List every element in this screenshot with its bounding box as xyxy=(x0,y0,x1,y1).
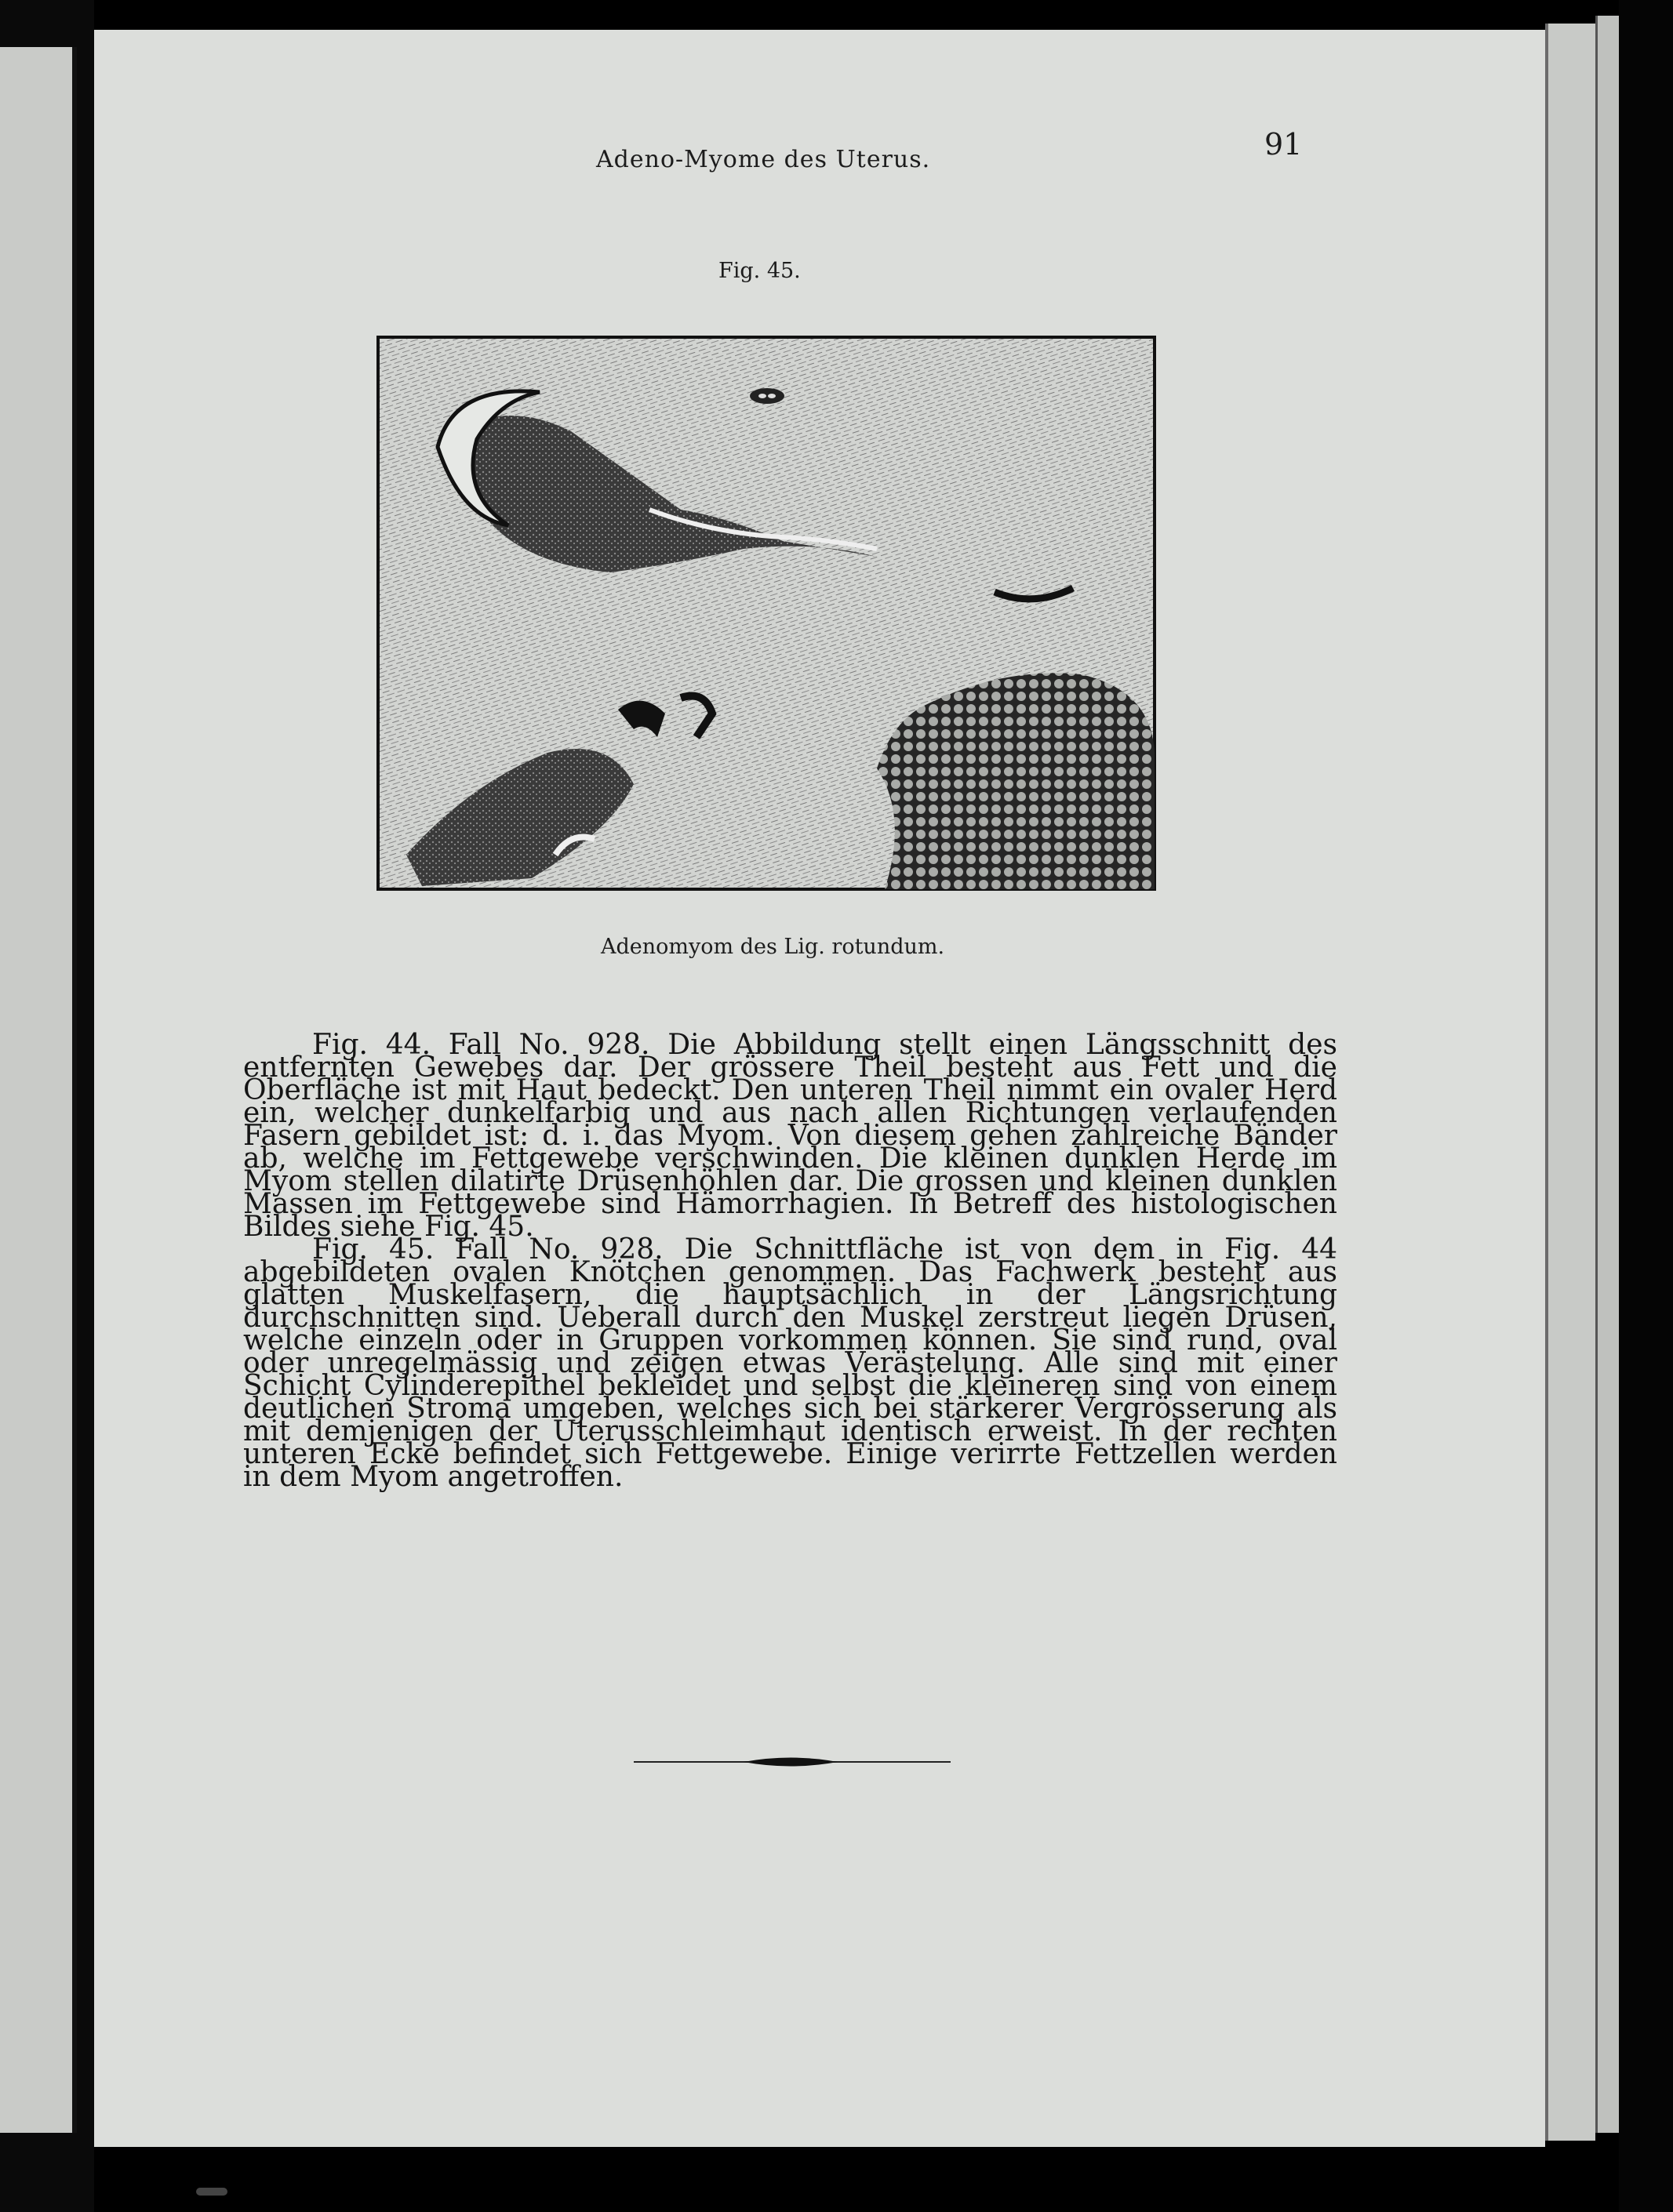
histology-illustration xyxy=(375,314,1161,894)
page-stack-edge xyxy=(1545,24,1595,2141)
page-number: 91 xyxy=(1264,127,1303,162)
end-ornament xyxy=(634,1750,951,1774)
ornament-rule xyxy=(634,1750,951,1774)
paragraph-fig-44: Fig. 44. Fall No. 928. Die Abbildung stellt einen Längsschnitt des entfernten Gewebes dar. Der grössere Theil besteht aus Fett und die Oberfläche ist mit Haut bedeckt. Den unteren Theil nimmt ein ovaler Herd ein, welcher dunkelfarbig und aus nach allen Richtungen verlaufenden Fasern gebildet ist: d. i. das Myom. Von diesem gehen zahlreiche Bänder ab, welche im Fettgewebe verschwinden. Die kleinen dunklen Herde im Myom stellen dilatirte Drüsenhöhlen dar. Die grossen und kleinen dunklen Massen im Fettgewebe sind Hämorrhagien. In Betreff des histologischen Bildes siehe Fig. 45. xyxy=(243,1029,1337,1243)
scan-frame-right xyxy=(1619,0,1673,2212)
page-stack-edge-outer xyxy=(1595,16,1621,2133)
figure-label: Fig. 45. xyxy=(718,259,801,283)
previous-page-edge xyxy=(0,47,77,2133)
scan-smudge xyxy=(196,2188,227,2196)
running-head: Adeno-Myome des Uterus. xyxy=(596,146,931,173)
body-text xyxy=(243,1029,1337,1493)
figure-caption: Adenomyom des Lig. rotundum. xyxy=(601,935,945,959)
histology-figure xyxy=(375,314,1161,894)
paragraph-fig-45: Fig. 45. Fall No. 928. Die Schnittfläche ist von dem in Fig. 44 abgebildeten ovalen Knötchen genommen. Das Fachwerk besteht aus glatten Muskelfasern, die hauptsächlich in der Längsrichtung durchschnitten sind. Ueberall durch den Muskel zerstreut liegen Drüsen, welche einzeln oder in Gruppen vorkommen können. Sie sind rund, oval oder unregelmässig und zeigen etwas Verästelung. Alle sind mit einer Schicht Cylinderepithel bekleidet und selbst die kleineren sind von einem deutlichen Stroma umgeben, welches sich bei stärkerer Vergrösserung als mit demjenigen der Uterusschleimhaut identisch erweist. In der rechten unteren Ecke befindet sich Fettgewebe. Einige verirrte Fettzellen werden in dem Myom angetroffen. xyxy=(243,1233,1337,1493)
